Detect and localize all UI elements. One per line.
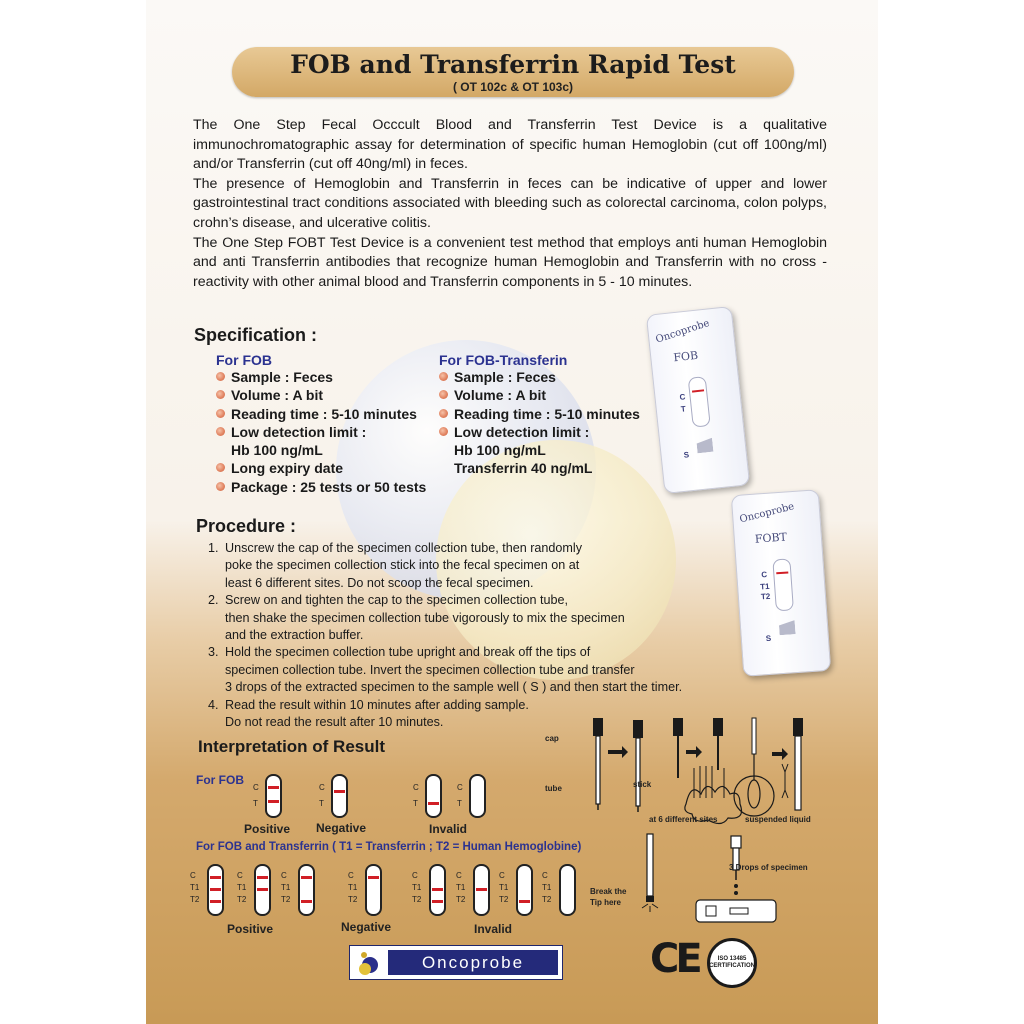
spec-fobt-title: For FOB-Transferin: [439, 352, 568, 368]
test-line-t2: [519, 900, 530, 903]
suspended-label: suspended liquid: [745, 815, 811, 824]
control-line: [210, 876, 221, 879]
strip-line-label: T1: [348, 883, 358, 892]
strip-fobt-positive: [207, 864, 224, 916]
tube-icon: [633, 720, 643, 812]
spec-fob-list: [216, 368, 446, 496]
strip-fobt-positive: [254, 864, 271, 916]
strip-fob-negative: [331, 774, 348, 818]
strip-line-label: C: [190, 871, 196, 880]
list-item: Sample : Feces: [439, 368, 679, 386]
oncoprobe-logo: [349, 945, 563, 980]
bullet-icon: [439, 390, 448, 399]
bullet-icon: [439, 372, 448, 381]
procedure-step: 2. Screw on and tighten the cap to the specimen collection tube, then shake the specimen collection tube vigorously to mix the specimen and the extraction buffer.: [208, 593, 625, 643]
specification-heading: Specification :: [194, 325, 318, 345]
test-line: [268, 800, 279, 803]
bullet-icon: [216, 463, 225, 472]
strip-fob-invalid: [469, 774, 486, 818]
spec-fob: [216, 352, 446, 496]
list-item: Reading time : 5-10 minutes: [216, 405, 446, 423]
stick-icon: [673, 718, 683, 778]
device-model: FOBT: [754, 530, 788, 546]
control-line: [776, 571, 788, 574]
list-item: Low detection limit :: [216, 423, 446, 441]
iso-certification-seal: ISO 13485 CERTIFICATION: [707, 938, 757, 988]
page-title: FOB and Transferrin Rapid Test: [290, 50, 736, 79]
fob-test-device: Oncoprobe FOB C T S: [646, 306, 750, 494]
strip-line-label: T1: [542, 883, 552, 892]
strip-line-label: T1: [281, 883, 291, 892]
strip-line-label: C: [499, 871, 505, 880]
fob-negative-label: Negative: [316, 821, 367, 835]
tube-icon: [782, 718, 803, 810]
sample-well: [696, 438, 713, 454]
tube-icon: [593, 718, 603, 810]
test-line-t1: [210, 888, 221, 891]
stick-label: stick: [633, 780, 652, 789]
strip-line-label: C: [281, 871, 287, 880]
fobt-test-device: Oncoprobe FOBT C T1 T2 S: [731, 489, 831, 677]
tube-label: tube: [545, 784, 562, 793]
strip-line-label: C: [456, 871, 462, 880]
sites-label: at 6 different sites: [649, 815, 718, 824]
control-line: [301, 876, 312, 879]
intro-paragraph: The One Step Fecal Occcult Blood and Transferrin Test Device is a qualitative immunochromatographic assay for determination of specific human Hemoglobin (cut off 100ng/ml) and/or Transferrin (cut off 40ng/ml) in feces.: [193, 117, 827, 173]
result-window: [772, 558, 794, 611]
strip-line-label: T2: [237, 895, 247, 904]
sample-well: [779, 620, 796, 635]
list-item: Long expiry date: [216, 459, 446, 477]
fobt-result-title: For FOB and Transferrin ( T1 = Transferrin ; T2 = Human Hemoglobine): [196, 841, 582, 853]
bullet-icon: [216, 409, 225, 418]
strip-line-label: T2: [190, 895, 200, 904]
list-item: Sample : Feces: [216, 368, 446, 386]
strip-fob-positive: [265, 774, 282, 818]
page-subtitle: ( OT 102c & OT 103c): [452, 80, 574, 94]
fobt-positive-label: Positive: [227, 922, 274, 936]
strip-line-label: T2: [348, 895, 358, 904]
cap-label: cap: [545, 734, 559, 743]
strip-line-label: T2: [412, 895, 422, 904]
list-item: Transferrin 40 ng/mL: [454, 460, 593, 477]
strip-line-label: C: [412, 871, 418, 880]
list-item: Volume : A bit: [216, 386, 446, 404]
drops-label: 3 Drops of specimen: [729, 863, 808, 872]
bullet-icon: [216, 427, 225, 436]
strip-line-label: T2: [542, 895, 552, 904]
strip-fobt-negative: [365, 864, 382, 916]
test-line-t1: [476, 888, 487, 891]
logo-wordmark: Oncoprobe: [388, 950, 558, 975]
strip-line-label: T1: [237, 883, 247, 892]
interpretation-heading: Interpretation of Result: [198, 737, 386, 756]
break-tip-label: Break the Tip here: [590, 887, 627, 907]
strip-fobt-invalid: [516, 864, 533, 916]
test-line-t2: [301, 900, 312, 903]
bullet-icon: [439, 409, 448, 418]
strip-line-label: C: [542, 871, 548, 880]
logo-icon: [355, 949, 383, 977]
intro-paragraph: The One Step FOBT Test Device is a convenient test method that employs anti human Hemoglobin and anti Transferrin antibodies that recognize human Hemoglobin and Transferrin with no cross - reactivity with other animal blood and Transferrin components in 5 - 10 minutes.: [193, 234, 827, 290]
strip-fob-invalid: [425, 774, 442, 818]
control-line: [257, 876, 268, 879]
strip-line-label: T1: [499, 883, 509, 892]
device-model: FOB: [672, 348, 699, 365]
device-brand: Oncoprobe: [738, 501, 796, 526]
control-line: [268, 786, 279, 789]
control-line: [334, 790, 345, 793]
spec-fob-title: For FOB: [216, 352, 272, 368]
fob-result-title: For FOB: [196, 773, 244, 787]
procedure-step: 1. Unscrew the cap of the specimen collection tube, then randomly poke the specimen collection stick into the fecal specimen on at least 6 different sites. Do not scoop the fecal specimen.: [208, 541, 583, 590]
procedure-steps: [208, 540, 768, 731]
test-line: [428, 802, 439, 805]
test-line-t2: [432, 900, 443, 903]
intro-paragraph: The presence of Hemoglobin and Transferrin in feces can be indicative of upper and lower gastrointestinal tract conditions associated with bleeding such as colorectal carcinoma, colon polyps, crohn’s disease, and ulcerative colitis.: [193, 175, 827, 231]
strip-line-label: C: [237, 871, 243, 880]
strip-fobt-invalid: [473, 864, 490, 916]
cassette-icon: [696, 900, 776, 922]
procedure-step: 4. Read the result within 10 minutes after adding sample. Do not read the result after 10 minutes.: [208, 697, 529, 730]
bullet-icon: [439, 427, 448, 436]
strip-line-label: C: [348, 871, 354, 880]
control-line: [368, 876, 379, 879]
fecal-sample-icon: [685, 718, 742, 824]
ce-mark: CE: [650, 936, 699, 982]
strip-fobt-invalid: [429, 864, 446, 916]
strip-line-label: T1: [190, 883, 200, 892]
bullet-icon: [216, 390, 225, 399]
strip-line-label: T2: [456, 895, 466, 904]
arrow-icon: [608, 746, 628, 758]
product-flyer: FOB and Transferrin Rapid Test ( OT 102c & OT 103c) The One Step Fecal Occcult Blood and Transferrin Test Device is a qualitative immunochromatographic assay for determination of specific human Hemoglobin (cut off 100ng/ml) and/or Transferrin (cut off 40ng/ml) in feces. The presence of Hemoglobin and Transferrin in feces can be indicative of upper and lower gastrointestinal tract conditions associated with bleeding such as colorectal carcinoma, colon polyps, crohn’s disease, and ulcerative colitis. The One Step FOBT Test Device is a convenient test method that employs anti human Hemoglobin and anti Transferrin antibodies that recognize human Hemoglobin and Transferrin with no cross - reactivity with other animal blood and Transferrin components in 5 - 10 minutes. Specification : For FOB Sample : Feces Volume : A bit Reading time : 5-10 minutes Low detection limit : Hb 100 ng/mL Long expiry date Package : 25 tests or 50 tests For FOB-Transferin Sample : Feces Volume : A bit Reading time : 5-10 minutes Low detection limit : Hb 100 ng/mL Transferrin 40 ng/mL Oncoprobe FOB C T S Oncoprobe FOBT C T1 T2 S Procedure : 1. Unscrew the cap of the specimen collection tube, then randomly poke the specimen collection stick into the fecal specimen on at least 6 different sites. Do not scoop the fecal specimen. 2. Screw on and tighten the cap to the specimen collection tube, then shake the specimen collection tube vigorously to mix the specimen and the extraction buffer. 3. Hold the specimen collection tube upright and break off the tips of specimen collection tube. Invert the specimen collection tube and transfer 3 drops of the extracted specimen to the sample well ( S ) and then start the timer. 4. Read the result within 10 minutes after adding sample. Do not read the result after 10 minutes. Interpretation of Result For FOB C T Positive C T Negative C T C T Invalid For FOB and Transferrin ( T1 = Transferrin ; T2 = Human Hemoglobine) C T1 T2 C T1 T2 C T1 T2 C T1 T2 C T1 T2 C T1 T2 C T1 T2 C T1 T2 Positive Negative Invalid cap tube stick at 6 different sites suspended liquid 3 Drops of specimen Break the Tip here Oncoprobe CE ISO 13485 CERTIFICATION: [146, 0, 878, 1024]
spec-fobt-list: [439, 368, 679, 478]
test-line-t1: [432, 888, 443, 891]
procedure-heading: Procedure :: [196, 516, 297, 536]
test-line-t2: [210, 900, 221, 903]
strip-line-label: T1: [456, 883, 466, 892]
list-item: Volume : A bit: [439, 386, 679, 404]
list-item: Hb 100 ng/mL: [231, 442, 323, 459]
fobt-invalid-label: Invalid: [474, 922, 513, 936]
break-tip-icon: [642, 834, 658, 912]
control-line: [692, 389, 704, 392]
arrow-icon: [686, 746, 702, 758]
strip-line-label: T2: [281, 895, 291, 904]
device-brand: Oncoprobe: [654, 317, 711, 346]
bullet-icon: [216, 482, 225, 491]
procedure-step: 3. Hold the specimen collection tube upright and break off the tips of specimen collection tube. Invert the specimen collection tube and transfer 3 drops of the extracted specimen to the sample well ( S ) and then start the timer.: [208, 645, 683, 695]
spec-fob-transferin: [439, 352, 679, 478]
test-line-t1: [257, 888, 268, 891]
strip-line-label: T2: [499, 895, 509, 904]
fobt-negative-label: Negative: [341, 920, 392, 934]
strip-line-label: T1: [412, 883, 422, 892]
intro-text: [193, 116, 827, 292]
result-window: [688, 376, 711, 428]
list-item: Low detection limit :: [439, 423, 679, 441]
fob-positive-label: Positive: [244, 822, 291, 836]
arrow-icon: [772, 748, 788, 760]
list-item: Package : 25 tests or 50 tests: [216, 478, 446, 496]
bullet-icon: [216, 372, 225, 381]
strip-fobt-positive: [298, 864, 315, 916]
list-item: Reading time : 5-10 minutes: [439, 405, 679, 423]
list-item: Hb 100 ng/mL: [454, 442, 546, 459]
fob-invalid-label: Invalid: [429, 822, 468, 836]
